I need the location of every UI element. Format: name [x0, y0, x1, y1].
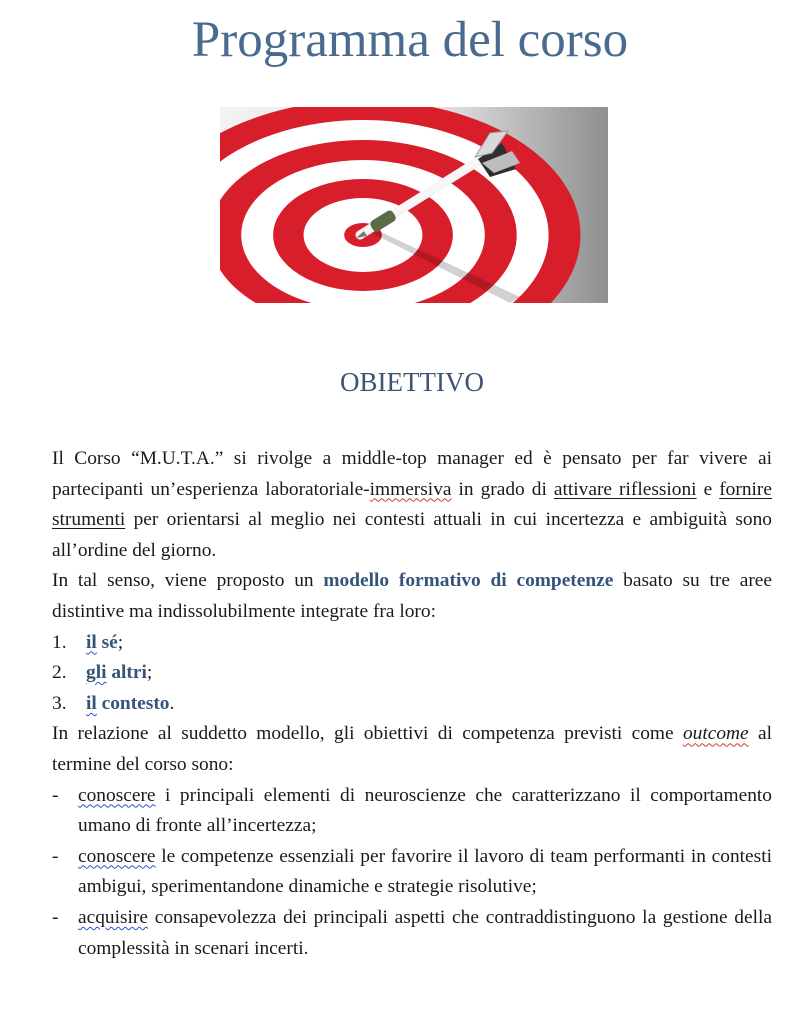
area-punct: ;	[146, 662, 153, 684]
goal-text: i principali elementi di neuroscienze che caratterizzano il comportamento umano di fronte all’incertezza;	[78, 784, 772, 837]
area-punct: .	[169, 692, 175, 714]
model-text-1: In tal senso, viene proposto un	[52, 570, 324, 592]
list-item	[52, 781, 772, 842]
area-article: gli	[86, 662, 107, 684]
list-dash: -	[52, 784, 59, 806]
underlined-phrase: fornire strumenti	[52, 478, 772, 531]
intro-text-2: in grado di	[451, 478, 554, 500]
outcome-text-1: In relazione al suddetto modello, gli obiettivi di competenza previsti come	[52, 723, 683, 745]
underlined-phrase: attivare riflessioni	[553, 478, 697, 500]
list-dash: -	[52, 845, 59, 867]
list-item	[52, 842, 772, 903]
model-text-2: basato su tre aree distintive ma indissolubilmente integrate fra loro:	[52, 570, 772, 622]
goal-text: consapevolezza dei principali aspetti che contraddistinguono la gestione della complessità in scenari incerti.	[78, 906, 772, 959]
area-article: il	[86, 631, 97, 653]
area-article: il	[86, 692, 97, 714]
list-number: 2.	[52, 662, 67, 684]
areas-list	[52, 628, 772, 720]
area-label: altri	[106, 662, 147, 684]
outcome-word: outcome	[682, 723, 749, 745]
page-title: Programma del corso	[191, 12, 629, 68]
document-body	[52, 444, 772, 964]
intro-text-4: per orientarsi al meglio nei contesti attuali in cui incertezza e ambiguità sono all’ordine del giorno.	[52, 509, 772, 561]
list-number: 3.	[52, 692, 67, 714]
goal-verb: acquisire	[78, 906, 148, 928]
goal-text: le competenze essenziali per favorire il lavoro di team performanti in contesti ambigui, sperimentandone dinamiche e strategie risolutive;	[78, 845, 772, 898]
outcome-text-2: al termine del corso sono:	[52, 723, 772, 775]
section-heading: OBIETTIVO	[340, 367, 484, 397]
model-paragraph	[52, 566, 772, 627]
dart-target-image	[220, 107, 608, 303]
intro-paragraph	[52, 444, 772, 566]
dart-target-icon	[220, 107, 608, 303]
list-item	[52, 628, 772, 659]
area-punct: ;	[117, 631, 124, 653]
list-item	[52, 658, 772, 689]
area-label: contesto	[96, 692, 170, 714]
area-label: sé	[96, 631, 118, 653]
list-number: 1.	[52, 631, 67, 653]
goals-list	[52, 781, 772, 965]
intro-text-3: e	[696, 478, 720, 500]
model-highlight: modello formativo di competenze	[323, 570, 614, 592]
list-item	[52, 903, 772, 964]
list-dash: -	[52, 906, 59, 928]
list-item	[52, 689, 772, 720]
outcome-paragraph	[52, 719, 772, 780]
goal-verb: conoscere	[78, 784, 156, 806]
spellcheck-word: immersiva	[369, 478, 452, 500]
goal-verb: conoscere	[78, 845, 156, 867]
intro-text-1: Il Corso “M.U.T.A.” si rivolge a middle-top manager ed è pensato per far vivere ai partecipanti un’esperienza laboratoriale-	[52, 448, 772, 500]
